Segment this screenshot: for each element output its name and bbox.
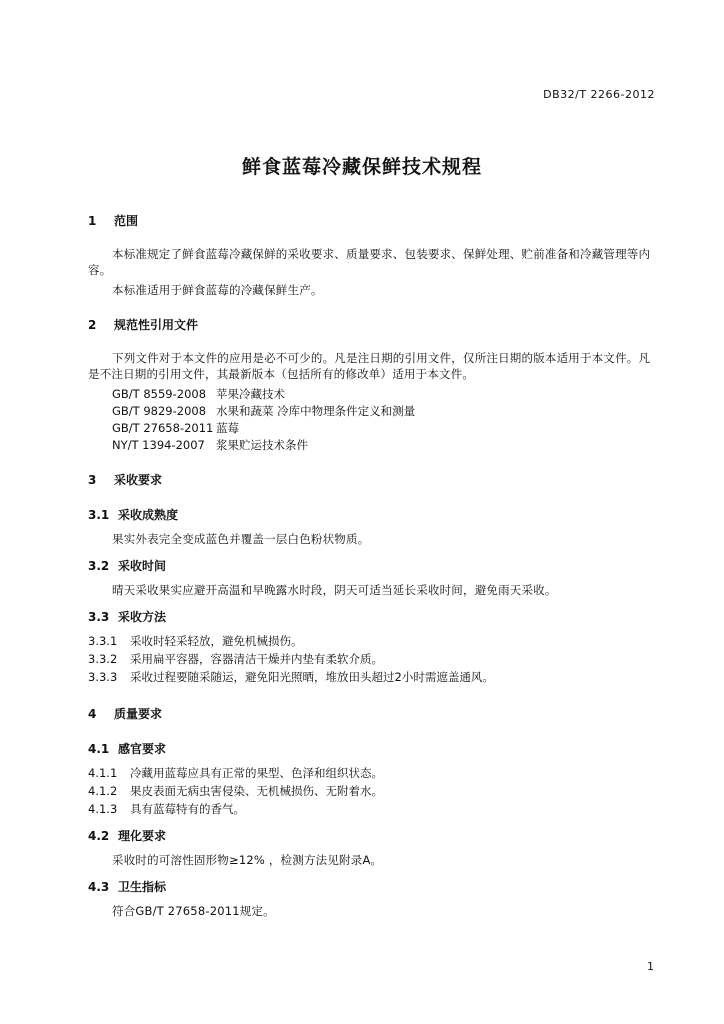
reference-item bbox=[112, 403, 415, 419]
clause-number: 4.1.1 bbox=[88, 766, 118, 780]
clause-item bbox=[88, 765, 383, 781]
clause-text: 冷藏用蓝莓应具有正常的果型、色泽和组织状态。 bbox=[130, 766, 383, 780]
reference-code: GB/T 8559-2008 bbox=[112, 387, 207, 401]
subsection-number: 4.1 bbox=[88, 742, 110, 756]
section-title: 质量要求 bbox=[114, 707, 163, 721]
subsection-number: 3.3 bbox=[88, 610, 110, 624]
clause-number: 4.1.3 bbox=[88, 802, 118, 816]
clause-number: 3.3.1 bbox=[88, 634, 118, 648]
clause-text: 采收过程要随采随运，避免阳光照晒，堆放田头超过2小时需遮盖通风。 bbox=[130, 670, 494, 684]
clause-text: 果皮表面无病虫害侵染、无机械损伤、无附着水。 bbox=[130, 784, 383, 798]
reference-name: 水果和蔬菜 冷库中物理条件定义和测量 bbox=[216, 404, 416, 418]
section-number: 2 bbox=[88, 318, 97, 332]
subsection-title: 采收方法 bbox=[118, 610, 167, 624]
reference-item bbox=[112, 386, 285, 402]
paragraph: 果实外表完全变成蓝色并覆盖一层白色粉状物质。 bbox=[112, 532, 370, 546]
clause-item bbox=[88, 669, 494, 685]
subsection-heading-3-1 bbox=[88, 506, 178, 523]
subsection-title: 理化要求 bbox=[118, 829, 167, 843]
paragraph: 晴天采收果实应避开高温和早晚露水时段，阴天可适当延长采收时间，避免雨天采收。 bbox=[112, 583, 557, 597]
section-heading-3 bbox=[88, 471, 162, 488]
subsection-title: 采收成熟度 bbox=[118, 508, 179, 522]
subsection-heading-3-3 bbox=[88, 608, 166, 625]
clause-item bbox=[88, 651, 383, 667]
page-number: 1 bbox=[647, 960, 654, 973]
section-title: 范围 bbox=[114, 214, 139, 228]
section-number: 4 bbox=[88, 707, 97, 721]
section-heading-1 bbox=[88, 212, 138, 229]
subsection-heading-4-2 bbox=[88, 827, 166, 844]
reference-code: GB/T 9829-2008 bbox=[112, 404, 207, 418]
subsection-heading-4-1 bbox=[88, 740, 166, 757]
clause-number: 3.3.3 bbox=[88, 670, 118, 684]
paragraph: 本标准适用于鲜食蓝莓的冷藏保鲜生产。 bbox=[112, 283, 323, 297]
subsection-number: 4.2 bbox=[88, 829, 110, 843]
subsection-title: 感官要求 bbox=[118, 742, 167, 756]
document-title: 鲜食蓝莓冷藏保鲜技术规程 bbox=[241, 156, 482, 178]
subsection-heading-3-2 bbox=[88, 557, 166, 574]
clause-item bbox=[88, 801, 245, 817]
section-number: 1 bbox=[88, 214, 97, 228]
reference-item bbox=[112, 437, 308, 453]
subsection-title: 采收时间 bbox=[118, 559, 167, 573]
clause-number: 4.1.2 bbox=[88, 784, 118, 798]
reference-item bbox=[112, 420, 239, 436]
section-heading-4 bbox=[88, 705, 162, 722]
paragraph: 符合GB/T 27658-2011规定。 bbox=[112, 904, 275, 918]
reference-name: 苹果冷藏技术 bbox=[216, 387, 285, 401]
clause-text: 采收时轻采轻放，避免机械损伤。 bbox=[130, 634, 303, 648]
clause-item bbox=[88, 633, 303, 649]
subsection-number: 3.2 bbox=[88, 559, 110, 573]
section-title: 采收要求 bbox=[114, 473, 163, 487]
section-title: 规范性引用文件 bbox=[114, 318, 199, 332]
clause-number: 3.3.2 bbox=[88, 652, 118, 666]
subsection-number: 4.3 bbox=[88, 880, 110, 894]
paragraph: 采收时的可溶性固形物≥12% ，检测方法见附录A。 bbox=[112, 853, 383, 867]
subsection-title: 卫生指标 bbox=[118, 880, 167, 894]
clause-item bbox=[88, 783, 383, 799]
paragraph: 下列文件对于本文件的应用是必不可少的。凡是注日期的引用文件，仅所注日期的版本适用于本文件。凡是不注日期的引用文件，其最新版本（包括所有的修改单）适用于本文件。 bbox=[88, 351, 651, 381]
section-number: 3 bbox=[88, 473, 97, 487]
clause-text: 具有蓝莓特有的香气。 bbox=[130, 802, 245, 816]
section-heading-2 bbox=[88, 316, 198, 333]
reference-code: GB/T 27658-2011 bbox=[112, 421, 214, 435]
paragraph: 本标准规定了鲜食蓝莓冷藏保鲜的采收要求、质量要求、包装要求、保鲜处理、贮前准备和冷藏管理等内容。 bbox=[88, 247, 651, 277]
subsection-heading-4-3 bbox=[88, 878, 166, 895]
reference-name: 浆果贮运技术条件 bbox=[216, 438, 308, 452]
subsection-number: 3.1 bbox=[88, 508, 110, 522]
reference-name: 蓝莓 bbox=[216, 421, 239, 435]
standard-code: DB32/T 2266-2012 bbox=[543, 88, 655, 101]
clause-text: 采用扁平容器，容器清洁干燥并内垫有柔软介质。 bbox=[130, 652, 383, 666]
reference-code: NY/T 1394-2007 bbox=[112, 438, 205, 452]
